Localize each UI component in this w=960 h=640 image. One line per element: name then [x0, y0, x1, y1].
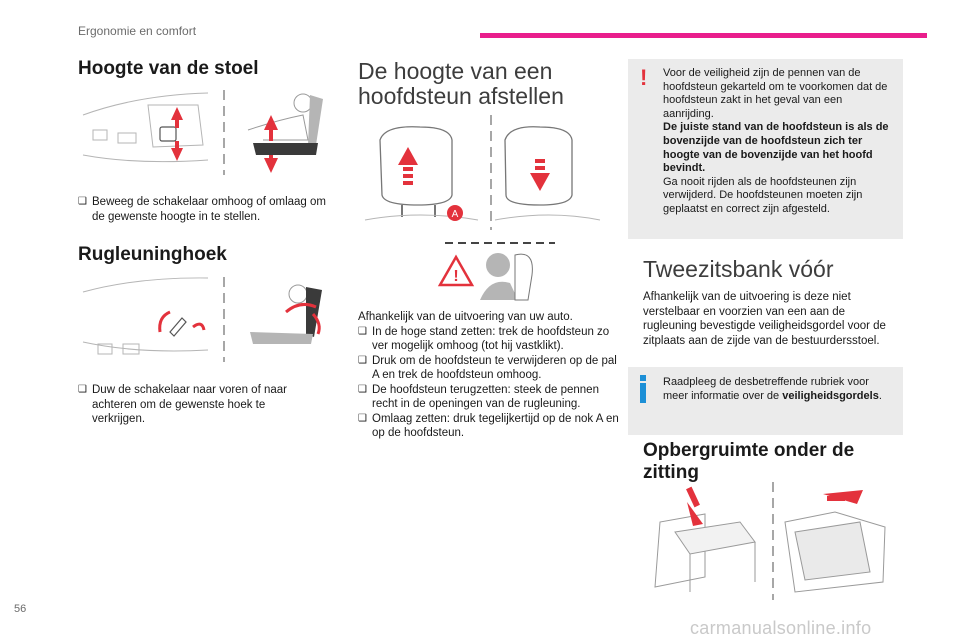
- seat-height-instruction: ❑ Beweeg de schakelaar omhoog of omlaag om de gewenste hoogte in te stellen.: [78, 196, 326, 223]
- headrest-intro: Afhankelijk van de uitvoering van uw auto.: [358, 311, 573, 323]
- exclamation-icon: !: [640, 65, 648, 90]
- bullet-marker: ❑: [358, 325, 367, 337]
- marker-a-label: A: [451, 209, 459, 220]
- headrest-title: De hoogte van een hoofdsteun afstellen: [358, 58, 564, 109]
- list-item: ❑ Omlaag zetten: druk tegelijkertijd op de nok A en op de hoofdsteun.: [358, 412, 619, 439]
- seat-arrow-up-icon: [264, 115, 278, 141]
- seat-height-title: Hoogte van de stoel: [78, 58, 259, 79]
- headrest-illustration: [360, 115, 605, 305]
- info-box: Raadpleeg de desbetreffende rubriek voor meer informatie over de veiligheidsgordels.: [628, 367, 903, 435]
- backrest-title: Rugleuninghoek: [78, 244, 227, 265]
- svg-text:!: !: [453, 268, 459, 285]
- bullet-marker: ❑: [78, 196, 87, 207]
- bullet-marker: ❑: [78, 384, 87, 395]
- bench-description: Afhankelijk van de uitvoering is deze niet verstelbaar en voorzien van een aan de rugleuning bevestigde veiligheidsgordel voor de zitplaats aan de zijde van de bestuurdersstoel.: [643, 291, 886, 347]
- bench-title: Tweezitsbank vóór: [643, 256, 834, 282]
- list-item: ❑ De hoofdsteun terugzetten: steek de pennen recht in de openingen van de rugleuning.: [358, 383, 599, 410]
- seat-height-illustration: [78, 85, 333, 180]
- backrest-illustration: [78, 272, 333, 367]
- page-number: 56: [14, 603, 27, 615]
- arrow-down-icon: [171, 141, 183, 161]
- storage-title: Opbergruimte onder de zitting: [643, 440, 855, 483]
- seat-arrow-down-icon: [264, 155, 278, 173]
- watermark: carmanualsonline.info: [690, 618, 872, 638]
- switch-control: [160, 127, 176, 141]
- list-item: ❑ In de hoge stand zetten: trek de hoofdsteun zo ver mogelijk omhoog (tot hij vastklikt).: [358, 325, 610, 352]
- rotate-forward-arrow-icon: [160, 312, 170, 332]
- safety-warning-box: ! Voor de veiligheid zijn de pennen van de hoofdsteun gekarteld om te voorkomen dat de hoofdsteun zakt in het geval van een aanrijding. De juiste stand van de hoofdsteun is als de bovenzijde van de hoofdsteun zich ter hoogte van de bovenzijde van het hoofd bevindt. Ga nooit rijden als de hoofdsteunen zijn verwijderd. De hoofdsteunen moeten zijn geplaatst en correct zijn afgesteld.: [628, 59, 903, 239]
- bullet-marker: ❑: [358, 354, 367, 366]
- storage-illustration: [645, 482, 903, 600]
- bullet-marker: ❑: [358, 383, 367, 395]
- bullet-marker: ❑: [358, 412, 367, 424]
- list-item: ❑ Druk om de hoofdsteun te verwijderen op de pal A en trek de hoofdsteun omhoog.: [358, 354, 617, 381]
- arrow-up-icon: [171, 107, 183, 128]
- header-accent-bar: [480, 33, 927, 38]
- backrest-instruction: ❑ Duw de schakelaar naar voren of naar achteren om de gewenste hoek te verkrijgen.: [78, 384, 287, 425]
- headrest-instructions: [358, 310, 620, 441]
- info-icon: [640, 375, 646, 405]
- header-section-title: Ergonomie en comfort: [78, 24, 197, 38]
